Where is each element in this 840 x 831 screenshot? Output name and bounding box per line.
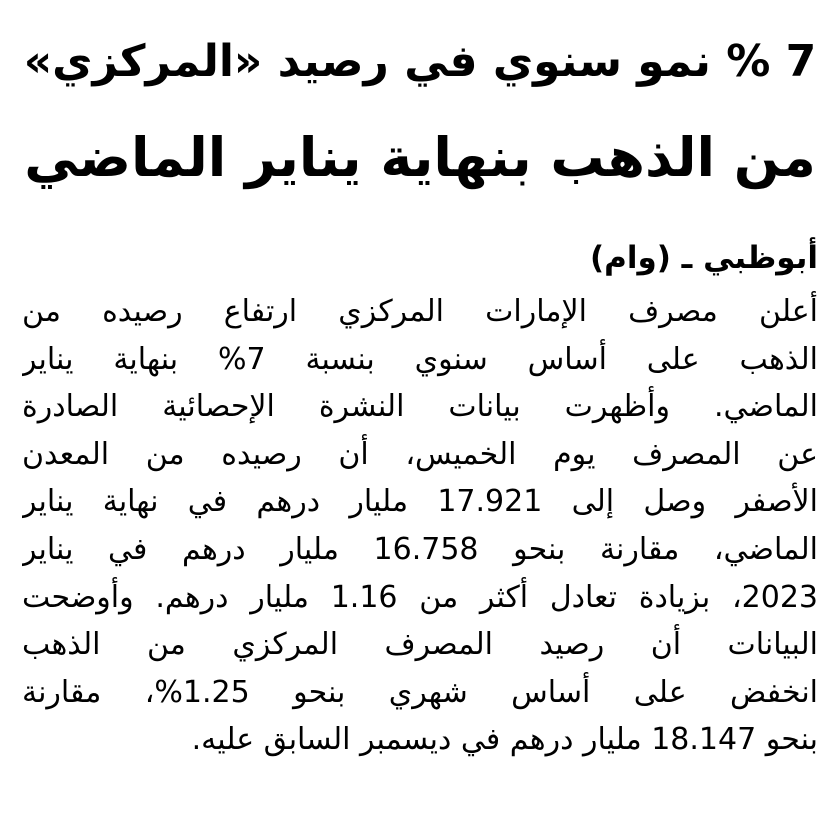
- headline-line-2: من الذهب بنهاية يناير الماضي: [24, 126, 816, 189]
- body-line-8: البيانات أن رصيد المصرف المركزي من الذهب: [22, 627, 818, 663]
- body-line-2: الذهب على أساس سنوي بنسبة 7% بنهاية يناير: [22, 341, 818, 377]
- body-line-3: الماضي. وأظهرت بيانات النشرة الإحصائية الصادرة: [22, 389, 818, 425]
- body-line-10: بنحو 18.147 مليار درهم في ديسمبر السابق عليه.: [191, 722, 818, 758]
- body-line-7: 2023، بزيادة تعادل أكثر من 1.16 مليار درهم. وأوضحت: [22, 579, 818, 615]
- body-line-9: انخفض على أساس شهري بنحو 1.25%، مقارنة: [22, 674, 818, 710]
- article-headline: [22, 14, 818, 206]
- body-line-5: الأصفر وصل إلى 17.921 مليار درهم في نهاية يناير: [22, 484, 818, 520]
- article-body: [22, 288, 818, 764]
- body-line-1: أعلن مصرف الإمارات المركزي ارتفاع رصيده من: [22, 294, 818, 329]
- headline-line-1: 7 % نمو سنوي في رصيد «المركزي»: [23, 36, 817, 87]
- body-line-4: عن المصرف يوم الخميس، أن رصيده من المعدن: [22, 436, 818, 472]
- body-line-6: الماضي، مقارنة بنحو 16.758 مليار درهم في يناير: [22, 531, 818, 567]
- article-dateline: أبوظبي ـ (وام): [589, 240, 818, 276]
